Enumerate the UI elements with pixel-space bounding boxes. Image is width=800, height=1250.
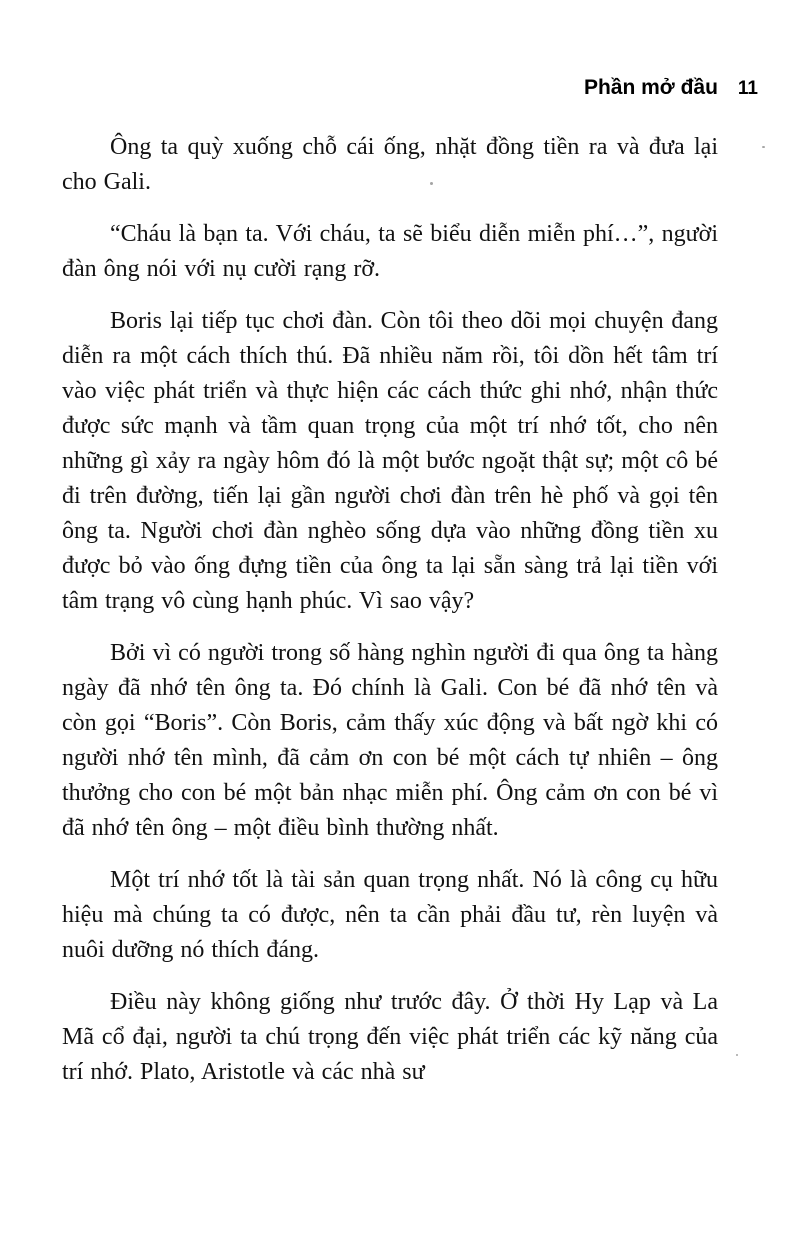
scan-speck (762, 146, 765, 148)
section-title: Phần mở đầu (583, 76, 718, 99)
paragraph: Boris lại tiếp tục chơi đàn. Còn tôi theo dõi mọi chuyện đang diễn ra một cách thích thú. Đã nhiều năm rồi, tôi dồn hết tâm trí vào việc phát triển và thực hiện các cách thức ghi nhớ, nhận thức được sức mạnh và tầm quan trọng của một trí nhớ tốt, cho nên những gì xảy ra ngày hôm đó là một bước ngoặt thật sự; một cô bé đi trên đường, tiến lại gần người chơi đàn trên hè phố và gọi tên ông ta. Người chơi đàn nghèo sống dựa vào những đồng tiền xu được bỏ vào ống đựng tiền của ông ta lại sẵn sàng trả lại tiền với tâm trạng vô cùng hạnh phúc. Vì sao vậy? (62, 308, 718, 614)
paragraph: Điều này không giống như trước đây. Ở thời Hy Lạp và La Mã cổ đại, người ta chú trọng đến việc phát triển các kỹ năng của trí nhớ. Plato, Aristotle và các nhà sư (62, 989, 718, 1085)
paragraph: Một trí nhớ tốt là tài sản quan trọng nhất. Nó là công cụ hữu hiệu mà chúng ta có được, nên ta cần phải đầu tư, rèn luyện và nuôi dưỡng nó thích đáng. (62, 867, 718, 963)
paragraph: “Cháu là bạn ta. Với cháu, ta sẽ biểu diễn miễn phí…”, người đàn ông nói với nụ cười rạng rỡ. (62, 221, 718, 282)
scan-speck (736, 1054, 738, 1056)
page-body (62, 130, 718, 1107)
page-number: 11 (737, 78, 758, 99)
paragraph: Ông ta quỳ xuống chỗ cái ống, nhặt đồng tiền ra và đưa lại cho Gali. (62, 134, 718, 195)
paragraph: Bởi vì có người trong số hàng nghìn người đi qua ông ta hàng ngày đã nhớ tên ông ta. Đó chính là Gali. Con bé đã nhớ tên và còn gọi “Boris”. Còn Boris, cảm thấy xúc động và bất ngờ khi có người nhớ tên mình, đã cảm ơn con bé một cách tự nhiên – ông thưởng cho con bé một bản nhạc miễn phí. Ông cảm ơn con bé vì đã nhớ tên ông – một điều bình thường nhất. (62, 640, 718, 841)
running-header (584, 76, 758, 100)
scan-speck (430, 182, 433, 185)
